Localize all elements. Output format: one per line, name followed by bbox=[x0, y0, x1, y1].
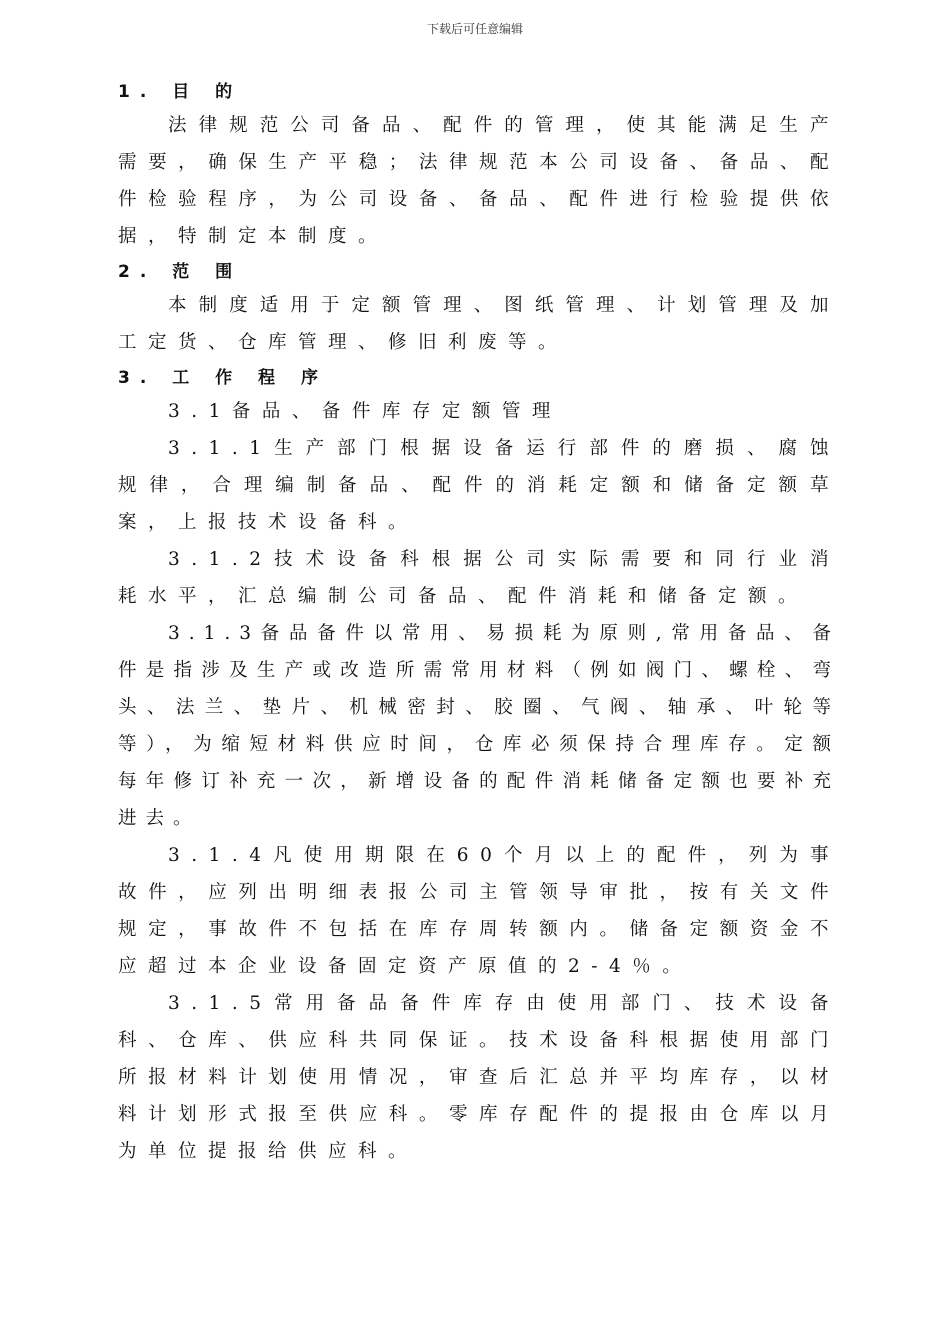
paragraph: 3.1.2技术设备科根据公司实际需要和同行业消耗水平，汇总编制公司备品、配件消耗和储备定额。 bbox=[118, 549, 840, 607]
paragraph: 3.1.3备品备件以常用、易损耗为原则,常用备品、备件是指涉及生产或改造所需常用材料（例如阀门、螺栓、弯头、法兰、垫片、机械密封、胶圈、气阀、轴承、叶轮等等），为缩短材料供应时间，仓库必须保持合理库存。定额每年修订补充一次，新增设备的配件消耗储备定额也要补充进去。 bbox=[118, 623, 840, 829]
document-body bbox=[118, 75, 840, 1170]
section-heading-procedure: 3. 工 作 程 序 bbox=[118, 368, 328, 388]
paragraph: 3.1.4凡使用期限在60个月以上的配件，列为事故件，应列出明细表报公司主管领导审批，按有关文件规定，事故件不包括在库存周转额内。储备定额资金不应超过本企业设备固定资产原值的2-4％。 bbox=[118, 845, 840, 977]
section-heading-scope: 2. 范 围 bbox=[118, 262, 243, 282]
paragraph: 法律规范公司备品、配件的管理，使其能满足生产需要，确保生产平稳；法律规范本公司设备、备品、配件检验程序，为公司设备、备品、配件进行检验提供依据，特制定本制度。 bbox=[118, 115, 840, 247]
paragraph: 3.1.1生产部门根据设备运行部件的磨损、腐蚀规律，合理编制备品、配件的消耗定额和储备定额草案，上报技术设备科。 bbox=[118, 438, 840, 533]
subsection-title: 3.1备品、备件库存定额管理 bbox=[168, 401, 562, 422]
paragraph: 3.1.5常用备品备件库存由使用部门、技术设备科、仓库、供应科共同保证。技术设备科根据使用部门所报材料计划使用情况，审查后汇总并平均库存，以材料计划形式报至供应科。零库存配件的提报由仓库以月为单位提报给供应科。 bbox=[118, 993, 840, 1162]
section-heading-purpose: 1. 目 的 bbox=[118, 82, 243, 102]
paragraph: 本制度适用于定额管理、图纸管理、计划管理及加工定货、仓库管理、修旧利废等。 bbox=[118, 295, 840, 353]
page-header: 下载后可任意编辑 bbox=[426, 22, 523, 36]
